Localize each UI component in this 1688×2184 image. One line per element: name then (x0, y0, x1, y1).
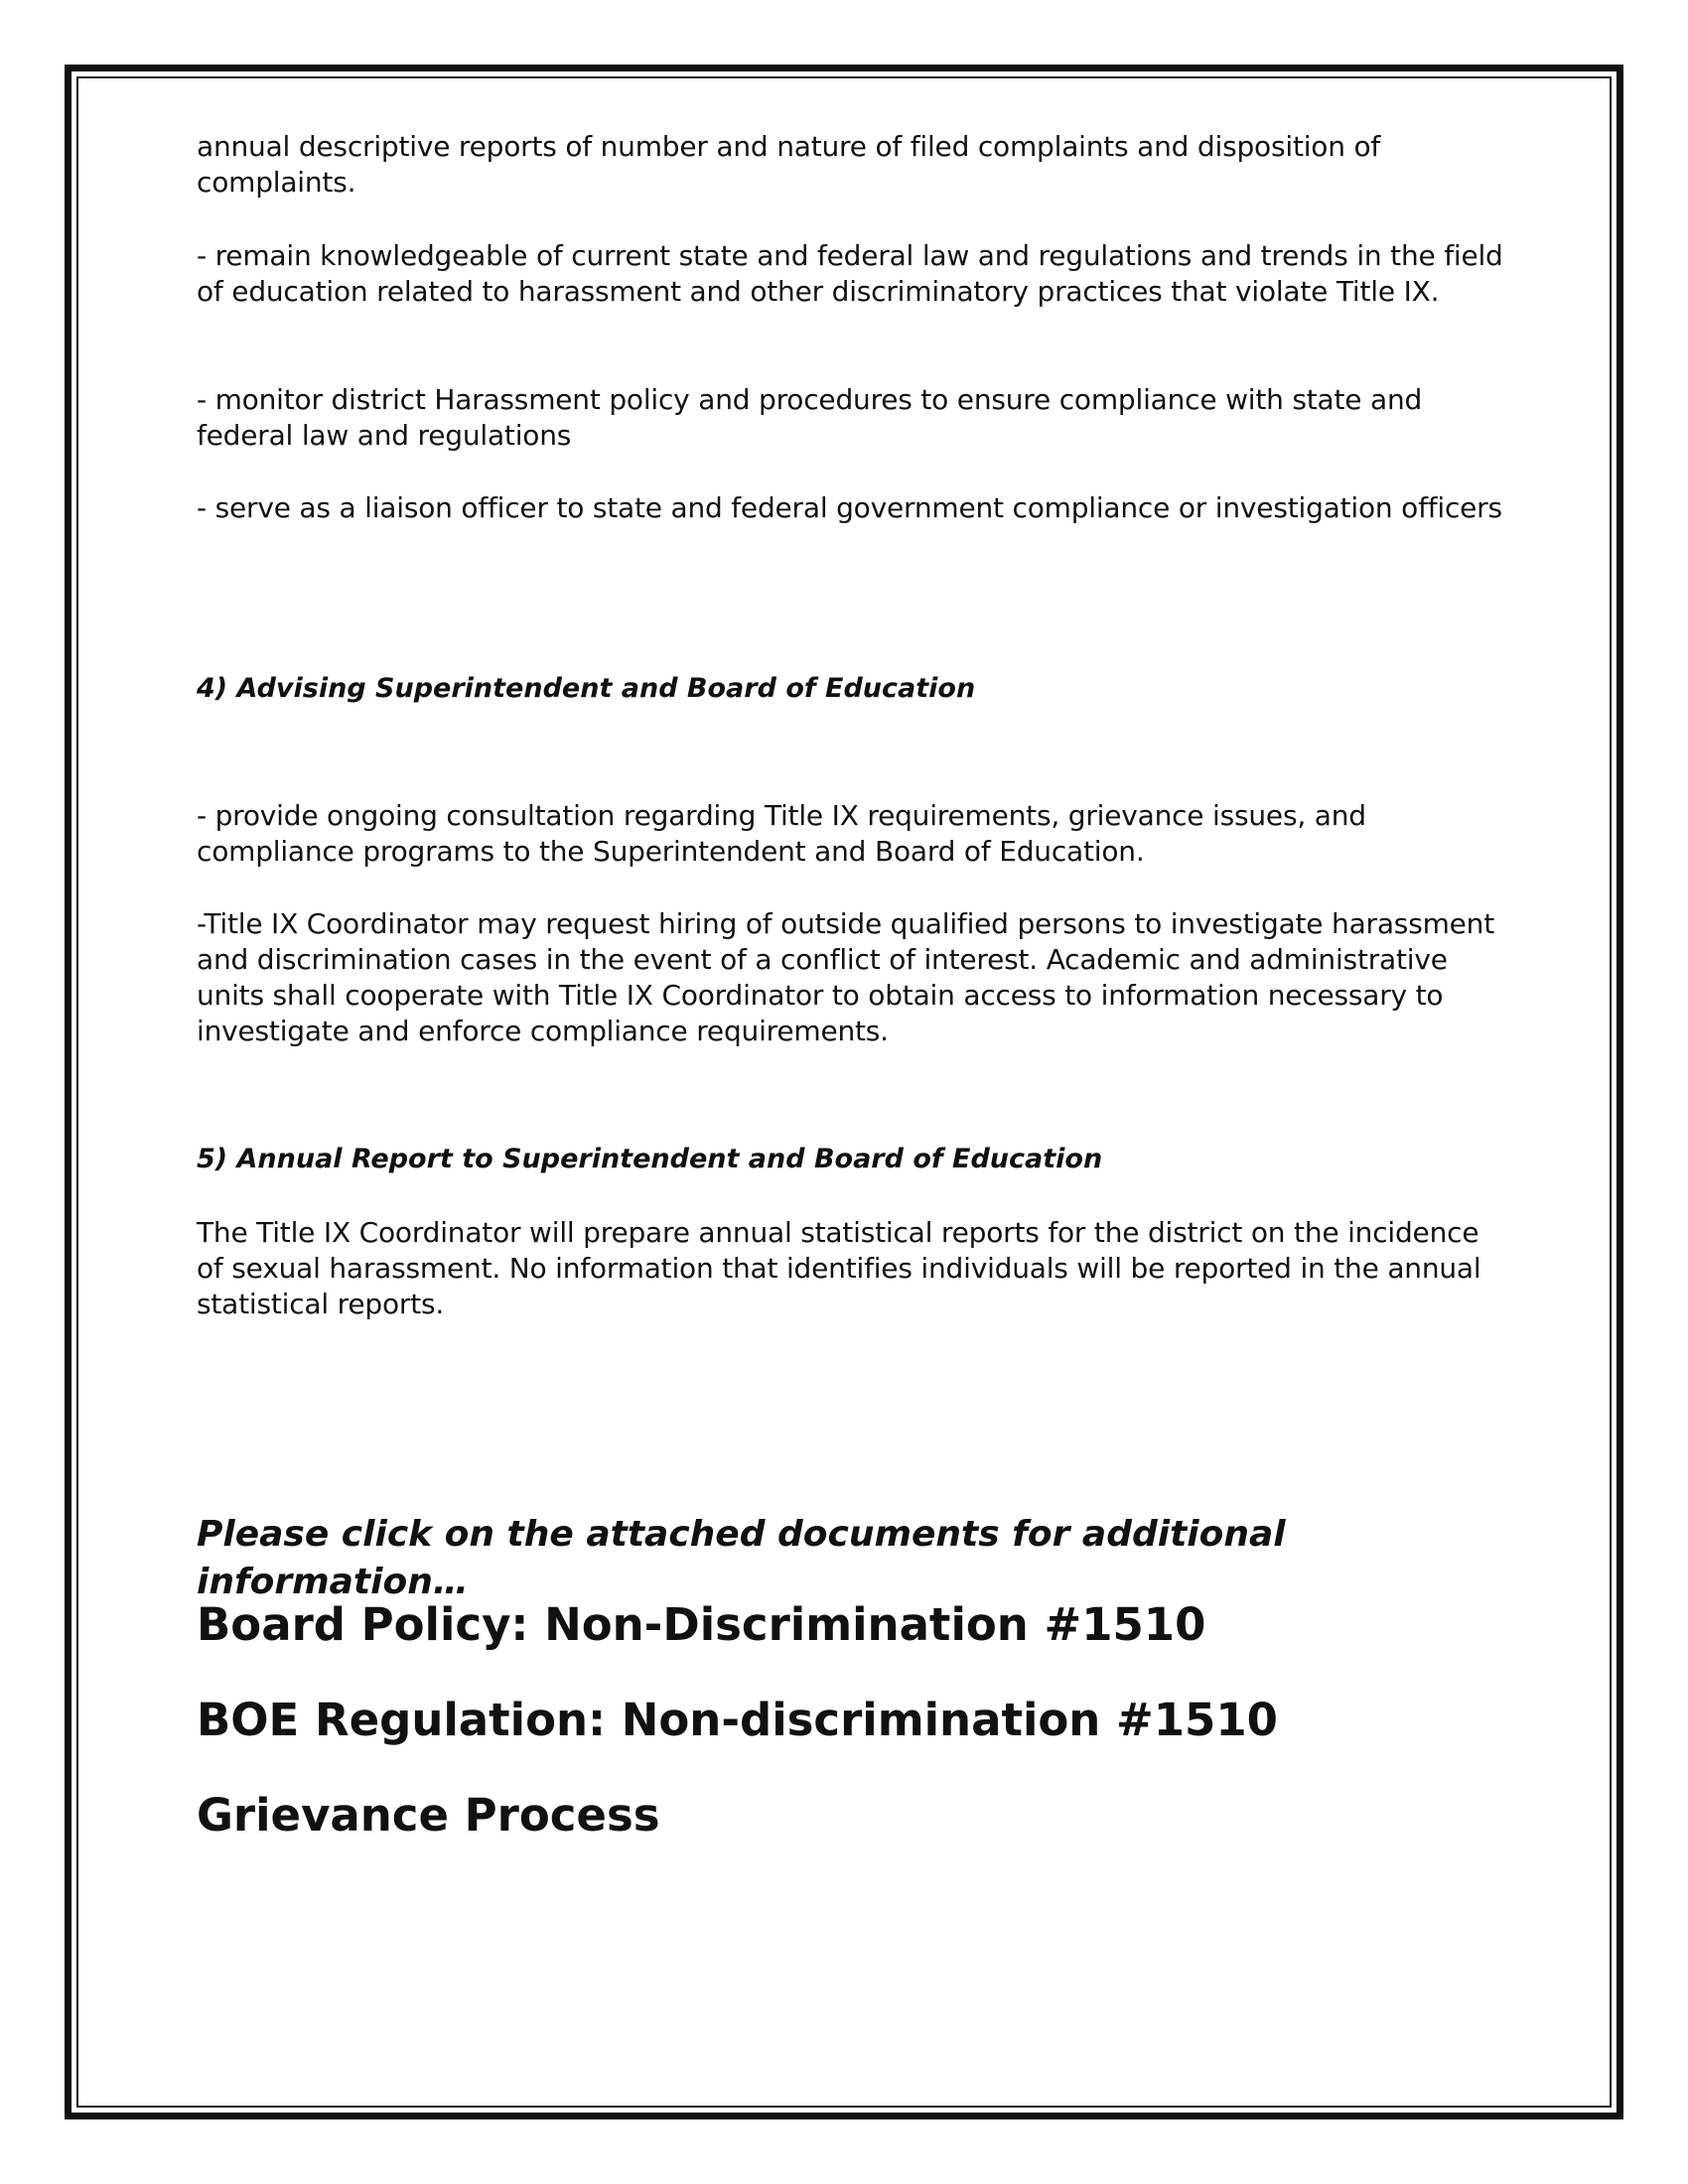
section-5-paragraph: The Title IX Coordinator will prepare annual statistical reports for the district on the incidence of sexual harassment. No information that identifies individuals will be reported in the annual statistical reports. (197, 1216, 1481, 1320)
duty-paragraph-liaison: - serve as a liaison officer to state and federal government compliance or investigation officers (197, 491, 1502, 524)
attachments-callout: Please click on the attached documents for additional information… (197, 1514, 1286, 1602)
duty-paragraph-knowledge: - remain knowledgeable of current state and federal law and regulations and trends in the field of education related to harassment and other discriminatory practices that violate Title IX. (197, 239, 1503, 308)
section-4-paragraph-outside-persons: -Title IX Coordinator may request hiring of outside qualified persons to investigate harassment and discrimination cases in the event of a conflict of interest. Academic and administrative units shall cooperate with Title IX Coordinator to obtain access to information necessary to investigate and enforce compliance requirements. (197, 907, 1495, 1047)
duty-paragraph-monitor: - monitor district Harassment policy and procedures to ensure compliance with state and federal law and regulations (197, 383, 1423, 452)
boe-regulation-link[interactable]: BOE Regulation: Non-discrimination #1510 (197, 1694, 1278, 1746)
section-4-paragraph-consultation: - provide ongoing consultation regarding Title IX requirements, grievance issues, and compliance programs to the Superintendent and Board of Education. (197, 799, 1366, 868)
grievance-process-link[interactable]: Grievance Process (197, 1789, 660, 1842)
section-5-heading: 5) Annual Report to Superintendent and Board of Education (197, 1144, 1103, 1174)
section-4-heading: 4) Advising Superintendent and Board of Education (197, 673, 976, 704)
board-policy-link[interactable]: Board Policy: Non-Discrimination #1510 (197, 1598, 1206, 1651)
continuation-paragraph: annual descriptive reports of number and nature of filed complaints and disposition of complaints. (197, 130, 1381, 199)
